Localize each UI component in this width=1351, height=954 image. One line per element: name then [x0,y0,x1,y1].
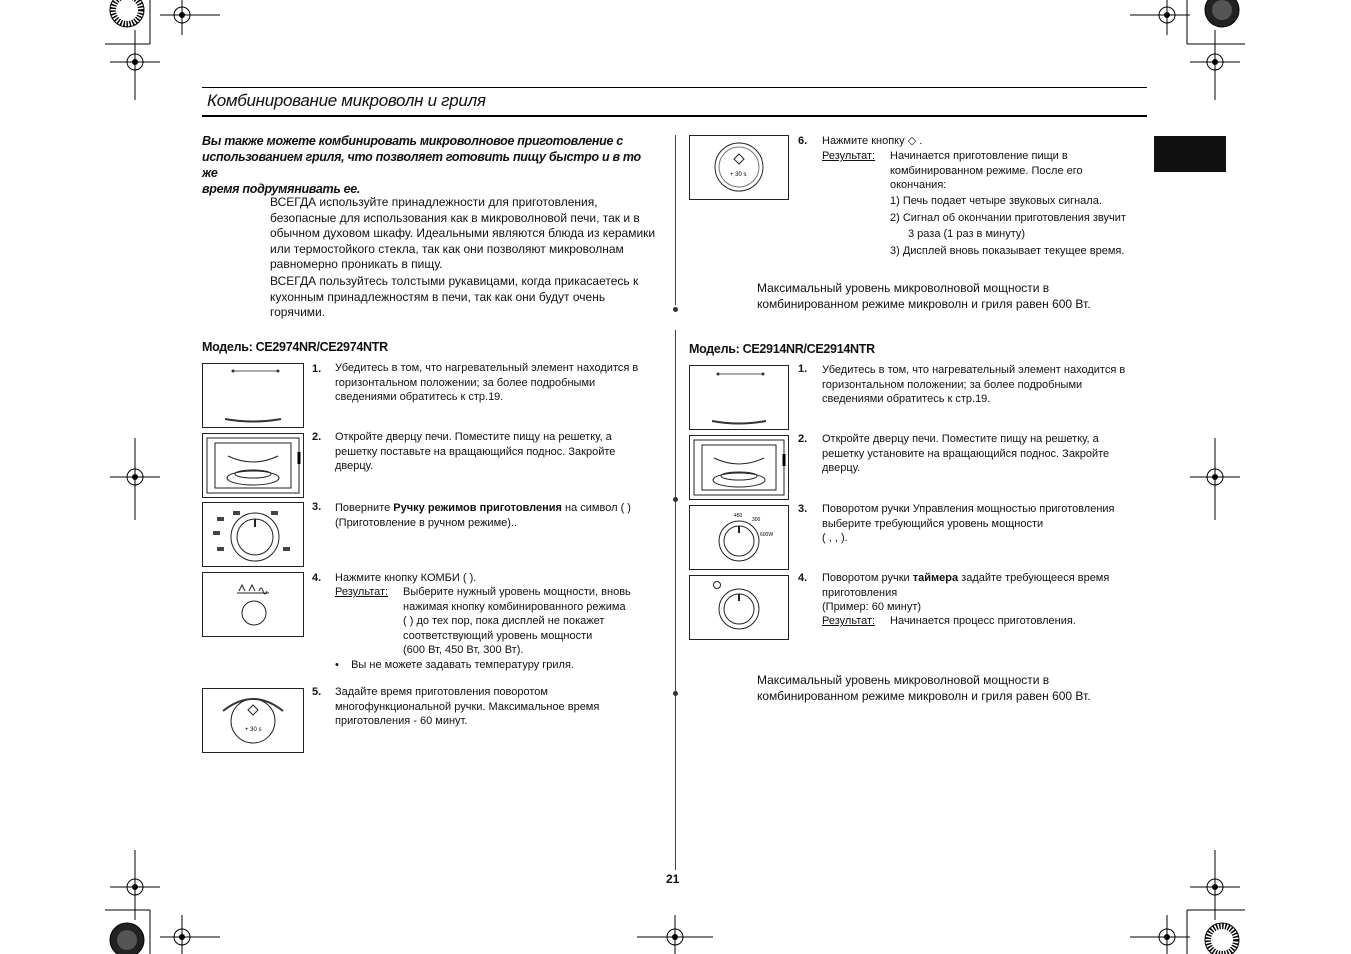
mode-knob-figure [202,502,304,567]
heating-element-illustration [203,364,303,427]
power-label-600: 600W [760,532,774,538]
right-step4-result-label: Результат: [822,615,876,627]
right-step4-result-text: Начинается процесс приготовления. [890,615,1076,627]
right-note-1: Максимальный уровень микроволновой мощности в комбинированном режиме микроволн и гриля равен 600 Вт. [757,281,1091,311]
page-title: Комбинирование микроволн и гриля [207,91,486,110]
right-step3-number: 3. [798,503,808,515]
heating-element-illustration [690,366,788,429]
timer-knob-illustration [690,576,788,639]
power-label-300: 300 [752,517,761,523]
left-step1-text: Убедитесь в том, что нагревательный элемент находится в горизонтальном положении; за более подробными сведениями обратитесь к стр.19. [335,362,639,403]
right-step6-result-label: Результат: [822,150,876,162]
start-button-figure [689,135,789,200]
right-step2-number: 2. [798,433,808,445]
clock-icon [714,582,721,589]
oven-interior-illustration [203,434,303,497]
left-step5-text: Задайте время приготовления поворотом многофункциональной ручки. Максимальное время приготовления - 60 минут. [335,686,600,727]
oven-interior-figure-2 [689,435,789,500]
left-step4-bullet: • Вы не можете задавать температуру гриля. [335,659,574,671]
display-label: + 30 s [245,727,262,733]
header-rule-bottom [202,115,1147,117]
multi-knob-figure [202,688,304,753]
left-step4-number: 4. [312,572,322,584]
left-step4-line1: Нажмите кнопку КОМБИ ( ). [335,572,477,584]
left-step4-result-label: Результат: [335,586,389,598]
timer-knob-figure [689,575,789,640]
right-step1-text: Убедитесь в том, что нагревательный элемент находится в горизонтальном положении; за более подробными сведениями обратитесь к стр.19. [822,364,1126,405]
right-step4-text: Поворотом ручки таймера задайте требующееся время приготовления (Пример: 60 минут) [822,572,1110,613]
left-model-heading: Модель: CE2974NR/CE2974NTR [202,340,388,354]
left-step4-result-text: Выберите нужный уровень мощности, вновь нажимая кнопку комбинированного режима ( ) до тех пор, пока дисплей не покажет соответствующий уровень мощности (600 Вт, 450 Вт, 300 Вт). [403,586,631,656]
divider-dot [673,497,678,502]
multi-knob-illustration [203,689,303,752]
start-icon: ◇ [907,135,917,147]
right-step6-number: 6. [798,135,808,147]
column-divider-lower [675,330,676,870]
power-label-450: 450 [734,513,743,519]
header-rule-top [202,87,1147,88]
divider-dot [673,307,678,312]
left-step2-text: Откройте дверцу печи. Поместите пищу на решетку, а решетку поставьте на вращающийся поднос. Закройте дверцу. [335,431,616,472]
left-step2-number: 2. [312,431,322,443]
right-model-heading: Модель: CE2914NR/CE2914NTR [689,342,875,356]
right-step6-result-text: Начинается приготовление пищи в комбинированном режиме. После его окончания: [890,150,1083,191]
right-step6-sublist: 1) Печь подает четыре звуковых сигнала. 2) Сигнал об окончании приготовления звучит 3 раза (1 раз в минуту) 3) Дисплей вновь показывает текущее время. [890,195,1126,257]
combi-button-figure [202,572,304,637]
start-button-illustration [690,136,788,199]
right-step6-line1: Нажмите кнопку ◇ . [822,135,923,147]
display-label: + 30 s [730,172,747,178]
safety-paragraph-1: ВСЕГДА используйте принадлежности для приготовления, безопасные для использования как в микроволновой печи, так и в обычном духовом шкафу. Идеальными являются блюда из керамики или термостойкого стекла, так как они позволяют микроволнам равномерно проникать в пищу. [270,195,656,271]
mode-knob-illustration [203,503,303,566]
column-divider [675,135,676,305]
left-step3-text: Поверните Ручку режимов приготовления на символ ( ) (Приготовление в ручном режиме).. [335,502,631,529]
heating-element-figure [202,363,304,428]
right-note-2: Максимальный уровень микроволновой мощности в комбинированном режиме микроволн и гриля равен 600 Вт. [757,673,1091,703]
divider-dot [673,691,678,696]
left-step1-number: 1. [312,363,322,375]
power-knob-illustration [690,506,788,569]
right-step2-text: Откройте дверцу печи. Поместите пищу на решетку, а решетку установите на вращающийся поднос. Закройте дверцу. [822,433,1110,474]
left-step5-number: 5. [312,686,322,698]
right-step1-number: 1. [798,363,808,375]
right-step4-number: 4. [798,572,808,584]
left-step3-number: 3. [312,501,322,513]
oven-interior-illustration [690,436,788,499]
heating-element-figure-2 [689,365,789,430]
right-step3-text: Поворотом ручки Управления мощностью приготовления выберите требующийся уровень мощности ( , , ). [822,503,1115,544]
section-tab [1154,136,1226,172]
oven-interior-figure [202,433,304,498]
safety-paragraph-2: ВСЕГДА пользуйтесь толстыми рукавицами, когда прикасаетесь к кухонным принадлежностям в печи, так как они будут очень горячими. [270,274,639,319]
power-knob-figure [689,505,789,570]
page-number: 21 [666,872,680,886]
combi-button-illustration [203,573,303,636]
intro-text: Вы также можете комбинировать микроволновое приготовление с использованием гриля, что позволяет готовить пищу быстро и в то же время подрумянивать ее. [202,134,641,196]
